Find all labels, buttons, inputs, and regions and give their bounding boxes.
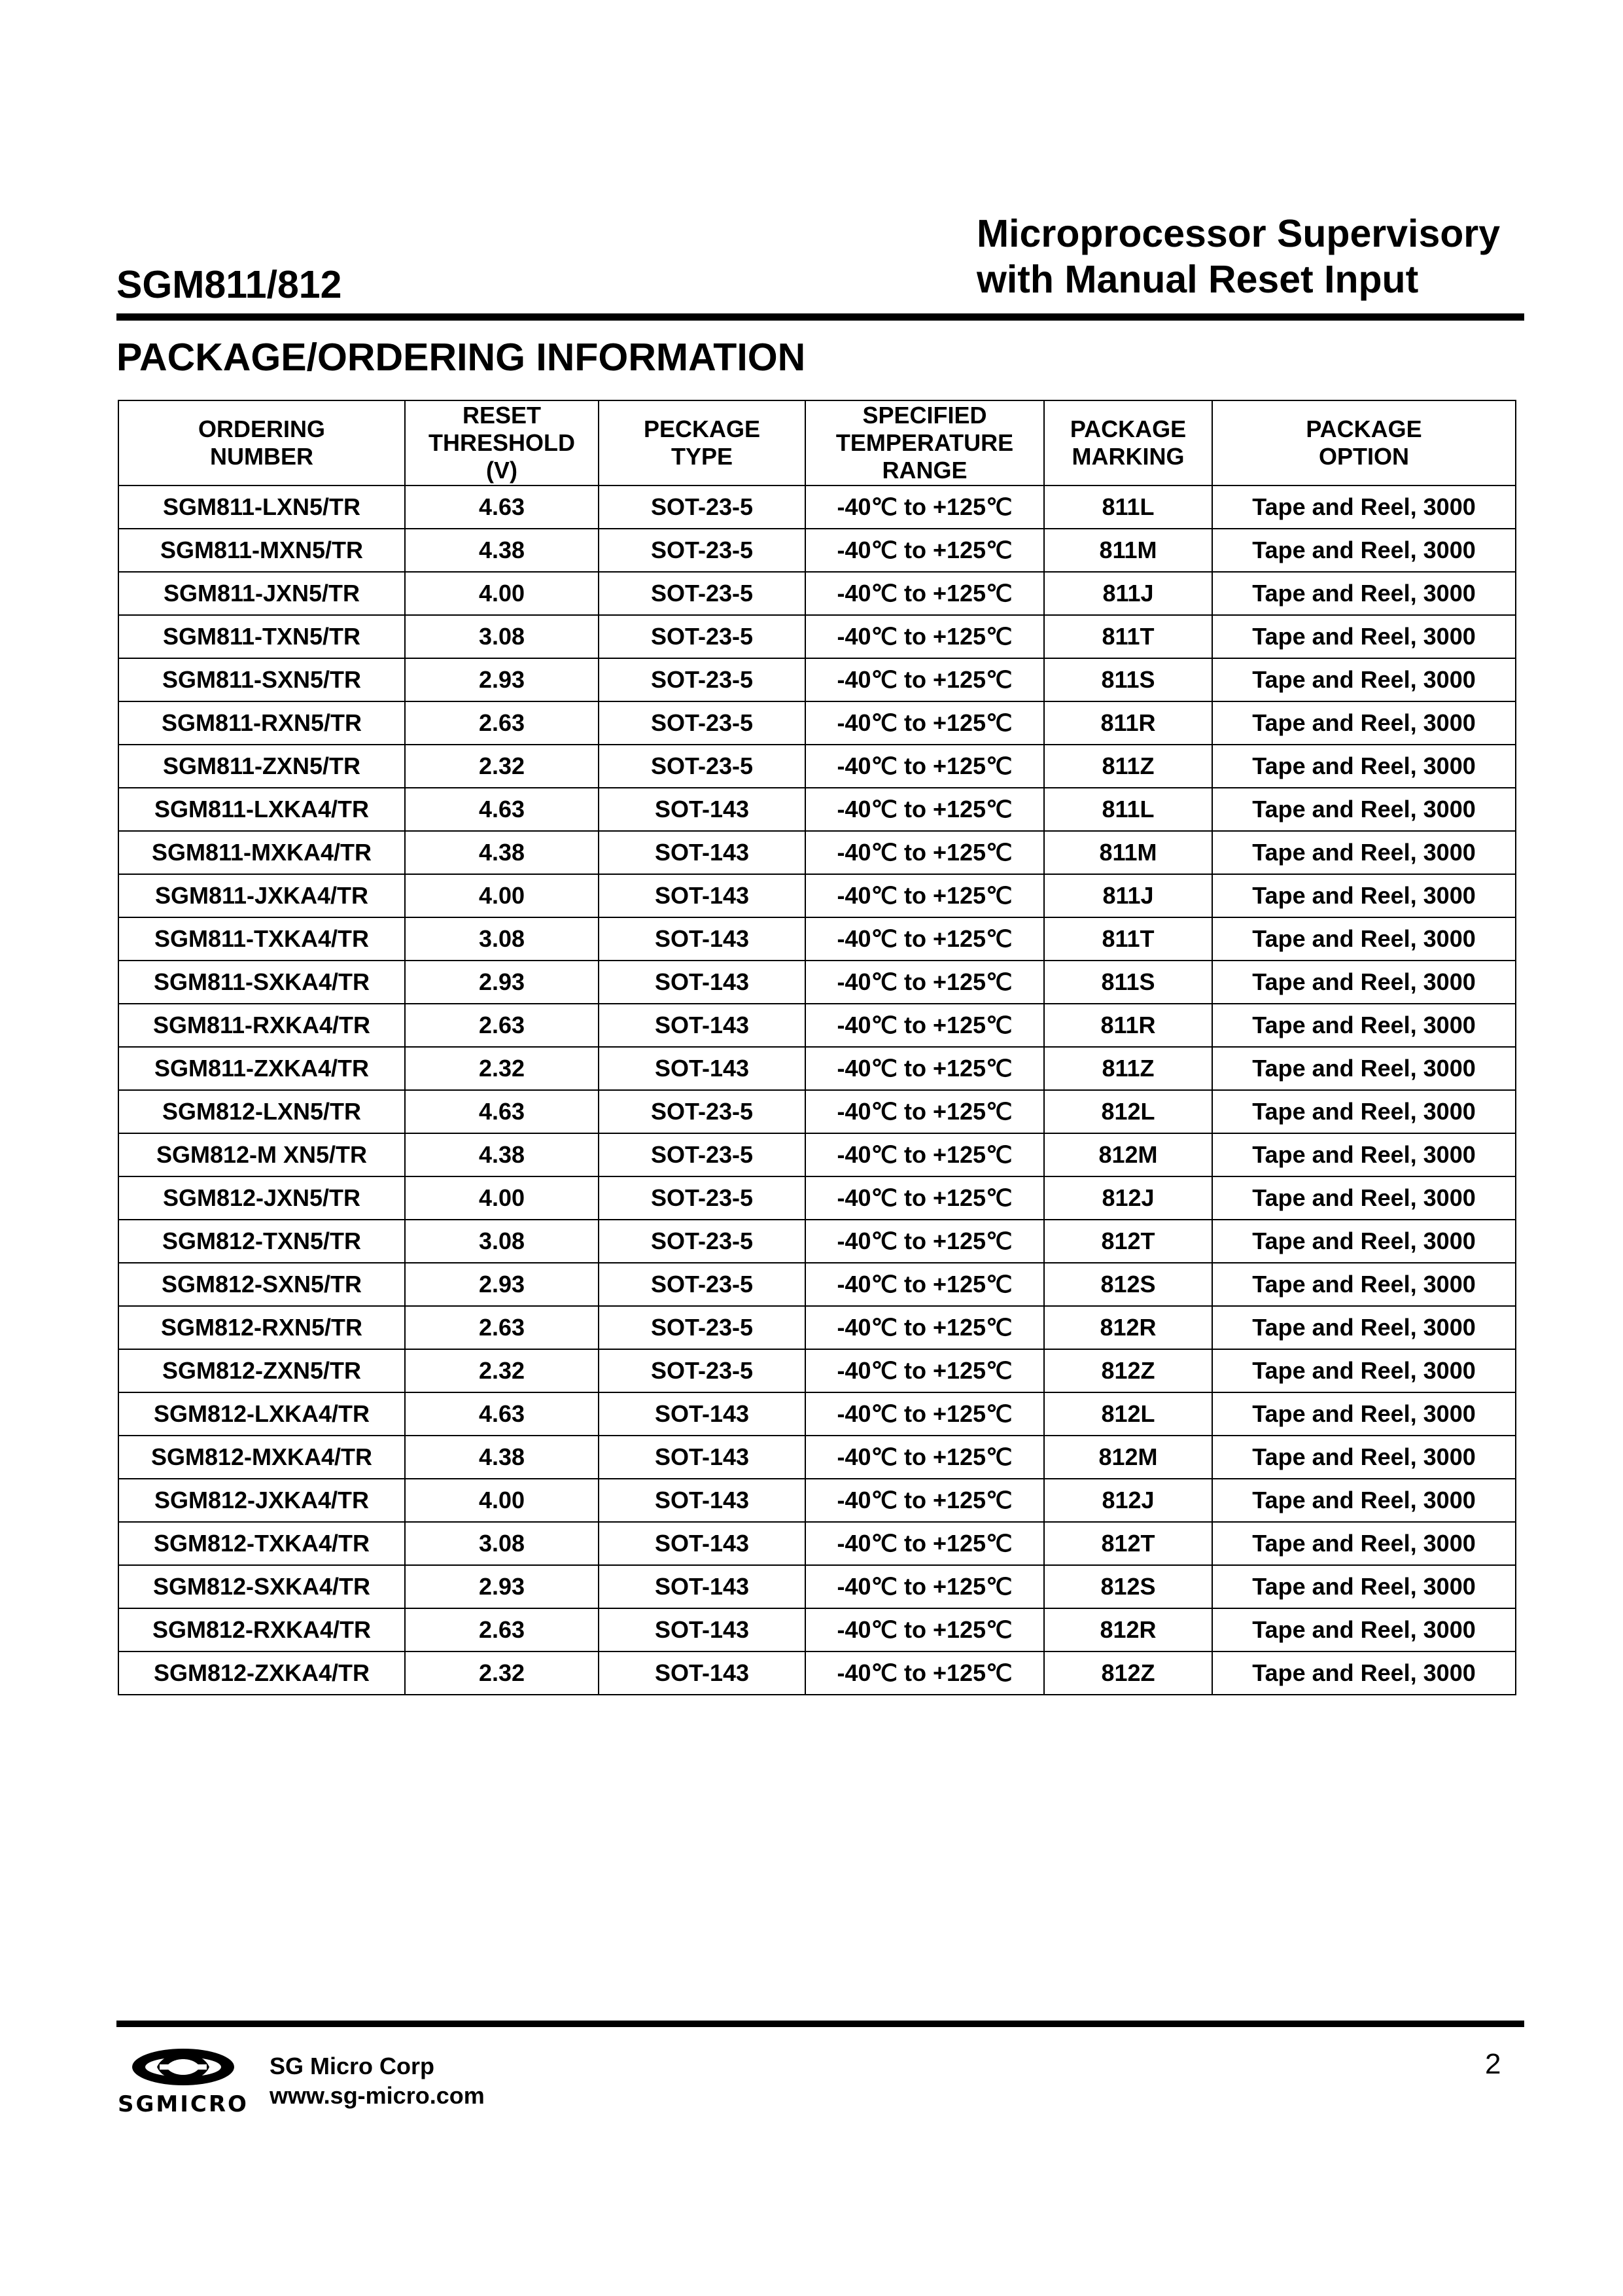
column-header-line: RESET <box>462 402 542 429</box>
column-header-line: TEMPERATURE <box>835 429 1014 456</box>
column-header-line: THRESHOLD <box>428 429 575 456</box>
temperature-range-cell: -40℃ to +125℃ <box>805 1133 1044 1176</box>
temperature-range-cell: -40℃ to +125℃ <box>805 615 1044 658</box>
package-marking-cell: 811Z <box>1044 745 1212 788</box>
reset-threshold-cell: 4.63 <box>405 1090 599 1133</box>
ordering-number-cell: SGM812-SXN5/TR <box>118 1263 405 1306</box>
ordering-number-cell: SGM811-SXN5/TR <box>118 658 405 701</box>
table-row <box>118 917 1516 961</box>
reset-threshold-cell: 2.63 <box>405 701 599 745</box>
table-row <box>118 1565 1516 1608</box>
column-header-package-marking <box>1044 400 1212 486</box>
package-option-cell: Tape and Reel, 3000 <box>1212 1608 1516 1651</box>
ordering-number-cell: SGM812-ZXKA4/TR <box>118 1651 405 1695</box>
reset-threshold-cell: 4.00 <box>405 1176 599 1220</box>
column-header-line: TYPE <box>671 443 733 470</box>
temperature-range-cell: -40℃ to +125℃ <box>805 1090 1044 1133</box>
temperature-range-cell: -40℃ to +125℃ <box>805 1004 1044 1047</box>
package-type-cell: SOT-23-5 <box>599 1176 805 1220</box>
package-option-cell: Tape and Reel, 3000 <box>1212 874 1516 917</box>
package-type-cell: SOT-143 <box>599 917 805 961</box>
package-marking-cell: 811M <box>1044 529 1212 572</box>
package-marking-cell: 811J <box>1044 572 1212 615</box>
package-option-cell: Tape and Reel, 3000 <box>1212 831 1516 874</box>
temperature-range-cell: -40℃ to +125℃ <box>805 1176 1044 1220</box>
temperature-range-cell: -40℃ to +125℃ <box>805 1479 1044 1522</box>
reset-threshold-cell: 2.63 <box>405 1608 599 1651</box>
column-header-line: NUMBER <box>210 443 313 470</box>
reset-threshold-cell: 3.08 <box>405 1220 599 1263</box>
column-header-line: MARKING <box>1072 443 1185 470</box>
package-option-cell: Tape and Reel, 3000 <box>1212 788 1516 831</box>
package-type-cell: SOT-23-5 <box>599 486 805 529</box>
table-row <box>118 788 1516 831</box>
package-type-cell: SOT-23-5 <box>599 658 805 701</box>
package-type-cell: SOT-23-5 <box>599 1306 805 1349</box>
table-row <box>118 1004 1516 1047</box>
package-type-cell: SOT-23-5 <box>599 615 805 658</box>
package-marking-cell: 812S <box>1044 1263 1212 1306</box>
temperature-range-cell: -40℃ to +125℃ <box>805 1522 1044 1565</box>
package-type-cell: SOT-143 <box>599 1436 805 1479</box>
package-marking-cell: 812T <box>1044 1522 1212 1565</box>
column-header-line: RANGE <box>882 457 968 484</box>
temperature-range-cell: -40℃ to +125℃ <box>805 658 1044 701</box>
temperature-range-cell: -40℃ to +125℃ <box>805 486 1044 529</box>
package-marking-cell: 812Z <box>1044 1349 1212 1392</box>
ordering-number-cell: SGM811-MXKA4/TR <box>118 831 405 874</box>
ordering-number-cell: SGM812-RXKA4/TR <box>118 1608 405 1651</box>
package-option-cell: Tape and Reel, 3000 <box>1212 529 1516 572</box>
reset-threshold-cell: 2.32 <box>405 1651 599 1695</box>
temperature-range-cell: -40℃ to +125℃ <box>805 1047 1044 1090</box>
table-row <box>118 1306 1516 1349</box>
table-header-row <box>118 400 1516 486</box>
temperature-range-cell: -40℃ to +125℃ <box>805 1306 1044 1349</box>
temperature-range-cell: -40℃ to +125℃ <box>805 961 1044 1004</box>
reset-threshold-cell: 4.63 <box>405 788 599 831</box>
company-website[interactable]: www.sg-micro.com <box>270 2082 485 2109</box>
temperature-range-cell: -40℃ to +125℃ <box>805 1651 1044 1695</box>
part-number: SGM811/812 <box>116 263 342 306</box>
reset-threshold-cell: 4.00 <box>405 874 599 917</box>
ordering-number-cell: SGM812-ZXN5/TR <box>118 1349 405 1392</box>
package-option-cell: Tape and Reel, 3000 <box>1212 917 1516 961</box>
package-option-cell: Tape and Reel, 3000 <box>1212 745 1516 788</box>
package-marking-cell: 811Z <box>1044 1047 1212 1090</box>
package-marking-cell: 812M <box>1044 1133 1212 1176</box>
ordering-number-cell: SGM811-LXKA4/TR <box>118 788 405 831</box>
table-body <box>118 486 1516 1695</box>
reset-threshold-cell: 2.93 <box>405 1263 599 1306</box>
package-option-cell: Tape and Reel, 3000 <box>1212 1263 1516 1306</box>
table-row <box>118 1263 1516 1306</box>
company-info <box>270 2051 485 2110</box>
package-type-cell: SOT-143 <box>599 831 805 874</box>
reset-threshold-cell: 4.38 <box>405 1436 599 1479</box>
package-marking-cell: 812L <box>1044 1392 1212 1436</box>
package-type-cell: SOT-143 <box>599 874 805 917</box>
package-marking-cell: 812R <box>1044 1306 1212 1349</box>
table-row <box>118 701 1516 745</box>
table-row <box>118 1176 1516 1220</box>
ordering-number-cell: SGM811-RXKA4/TR <box>118 1004 405 1047</box>
column-header-temperature-range <box>805 400 1044 486</box>
package-option-cell: Tape and Reel, 3000 <box>1212 1479 1516 1522</box>
reset-threshold-cell: 2.63 <box>405 1004 599 1047</box>
package-option-cell: Tape and Reel, 3000 <box>1212 615 1516 658</box>
table-row <box>118 1522 1516 1565</box>
table-row <box>118 486 1516 529</box>
sgmicro-logo <box>118 2045 249 2117</box>
column-header-ordering-number <box>118 400 405 486</box>
temperature-range-cell: -40℃ to +125℃ <box>805 529 1044 572</box>
package-marking-cell: 811M <box>1044 831 1212 874</box>
reset-threshold-cell: 2.93 <box>405 1565 599 1608</box>
package-type-cell: SOT-143 <box>599 1565 805 1608</box>
package-type-cell: SOT-23-5 <box>599 1220 805 1263</box>
package-option-cell: Tape and Reel, 3000 <box>1212 1133 1516 1176</box>
table-row <box>118 1436 1516 1479</box>
ordering-number-cell: SGM811-MXN5/TR <box>118 529 405 572</box>
package-marking-cell: 812S <box>1044 1565 1212 1608</box>
package-marking-cell: 811L <box>1044 788 1212 831</box>
page-number: 2 <box>1485 2048 1501 2080</box>
ordering-number-cell: SGM812-LXN5/TR <box>118 1090 405 1133</box>
ordering-number-cell: SGM812-JXN5/TR <box>118 1176 405 1220</box>
ordering-number-cell: SGM811-SXKA4/TR <box>118 961 405 1004</box>
package-option-cell: Tape and Reel, 3000 <box>1212 701 1516 745</box>
table-row <box>118 1349 1516 1392</box>
package-option-cell: Tape and Reel, 3000 <box>1212 1220 1516 1263</box>
reset-threshold-cell: 4.38 <box>405 831 599 874</box>
package-type-cell: SOT-23-5 <box>599 701 805 745</box>
reset-threshold-cell: 4.38 <box>405 1133 599 1176</box>
ordering-number-cell: SGM812-JXKA4/TR <box>118 1479 405 1522</box>
package-type-cell: SOT-143 <box>599 1004 805 1047</box>
package-type-cell: SOT-23-5 <box>599 1133 805 1176</box>
ordering-number-cell: SGM812-MXKA4/TR <box>118 1436 405 1479</box>
reset-threshold-cell: 4.63 <box>405 1392 599 1436</box>
temperature-range-cell: -40℃ to +125℃ <box>805 1220 1044 1263</box>
package-option-cell: Tape and Reel, 3000 <box>1212 658 1516 701</box>
document-title-line-2: with Manual Reset Input <box>977 258 1419 301</box>
sgmicro-logo-mark <box>132 2049 234 2085</box>
package-marking-cell: 812Z <box>1044 1651 1212 1695</box>
temperature-range-cell: -40℃ to +125℃ <box>805 701 1044 745</box>
temperature-range-cell: -40℃ to +125℃ <box>805 1608 1044 1651</box>
document-title <box>977 211 1500 302</box>
ordering-number-cell: SGM811-TXKA4/TR <box>118 917 405 961</box>
reset-threshold-cell: 4.00 <box>405 572 599 615</box>
package-marking-cell: 811S <box>1044 658 1212 701</box>
table-row <box>118 874 1516 917</box>
reset-threshold-cell: 3.08 <box>405 1522 599 1565</box>
package-option-cell: Tape and Reel, 3000 <box>1212 1047 1516 1090</box>
package-marking-cell: 811R <box>1044 701 1212 745</box>
table-row <box>118 1608 1516 1651</box>
column-header-line: PACKAGE <box>1070 415 1187 442</box>
table-row <box>118 1090 1516 1133</box>
package-marking-cell: 812L <box>1044 1090 1212 1133</box>
package-marking-cell: 811S <box>1044 961 1212 1004</box>
package-option-cell: Tape and Reel, 3000 <box>1212 1176 1516 1220</box>
temperature-range-cell: -40℃ to +125℃ <box>805 572 1044 615</box>
ordering-number-cell: SGM812-LXKA4/TR <box>118 1392 405 1436</box>
package-type-cell: SOT-143 <box>599 961 805 1004</box>
package-type-cell: SOT-143 <box>599 1522 805 1565</box>
package-marking-cell: 811T <box>1044 917 1212 961</box>
package-option-cell: Tape and Reel, 3000 <box>1212 1436 1516 1479</box>
table-row <box>118 961 1516 1004</box>
header-rule <box>116 313 1524 321</box>
ordering-number-cell: SGM811-ZXKA4/TR <box>118 1047 405 1090</box>
reset-threshold-cell: 4.63 <box>405 486 599 529</box>
temperature-range-cell: -40℃ to +125℃ <box>805 1436 1044 1479</box>
package-option-cell: Tape and Reel, 3000 <box>1212 1349 1516 1392</box>
footer-rule <box>116 2021 1524 2027</box>
table-row <box>118 1133 1516 1176</box>
package-type-cell: SOT-23-5 <box>599 572 805 615</box>
reset-threshold-cell: 4.00 <box>405 1479 599 1522</box>
package-type-cell: SOT-143 <box>599 1479 805 1522</box>
package-option-cell: Tape and Reel, 3000 <box>1212 1565 1516 1608</box>
temperature-range-cell: -40℃ to +125℃ <box>805 1565 1044 1608</box>
table-row <box>118 572 1516 615</box>
package-marking-cell: 811T <box>1044 615 1212 658</box>
package-option-cell: Tape and Reel, 3000 <box>1212 1090 1516 1133</box>
company-name: SG Micro Corp <box>270 2053 435 2079</box>
package-type-cell: SOT-23-5 <box>599 1263 805 1306</box>
reset-threshold-cell: 2.93 <box>405 658 599 701</box>
package-type-cell: SOT-23-5 <box>599 1090 805 1133</box>
document-title-line-1: Microprocessor Supervisory <box>977 212 1501 255</box>
reset-threshold-cell: 2.32 <box>405 1047 599 1090</box>
ordering-table <box>118 400 1516 1695</box>
table-row <box>118 1392 1516 1436</box>
table-row <box>118 1220 1516 1263</box>
column-header-line: OPTION <box>1318 443 1409 470</box>
package-option-cell: Tape and Reel, 3000 <box>1212 1306 1516 1349</box>
column-header-line: PECKAGE <box>643 415 761 442</box>
temperature-range-cell: -40℃ to +125℃ <box>805 1263 1044 1306</box>
package-option-cell: Tape and Reel, 3000 <box>1212 572 1516 615</box>
reset-threshold-cell: 3.08 <box>405 917 599 961</box>
reset-threshold-cell: 2.63 <box>405 1306 599 1349</box>
package-type-cell: SOT-143 <box>599 1047 805 1090</box>
package-marking-cell: 811R <box>1044 1004 1212 1047</box>
column-header-line: SPECIFIED <box>862 402 987 429</box>
package-type-cell: SOT-143 <box>599 788 805 831</box>
ordering-number-cell: SGM811-LXN5/TR <box>118 486 405 529</box>
ordering-number-cell: SGM811-ZXN5/TR <box>118 745 405 788</box>
package-option-cell: Tape and Reel, 3000 <box>1212 1004 1516 1047</box>
ordering-number-cell: SGM812-TXKA4/TR <box>118 1522 405 1565</box>
ordering-number-cell: SGM811-RXN5/TR <box>118 701 405 745</box>
column-header-package-type <box>599 400 805 486</box>
reset-threshold-cell: 2.32 <box>405 1349 599 1392</box>
logo-text: SGMICRO <box>118 2091 249 2117</box>
ordering-number-cell: SGM811-TXN5/TR <box>118 615 405 658</box>
reset-threshold-cell: 2.32 <box>405 745 599 788</box>
ordering-number-cell: SGM812-RXN5/TR <box>118 1306 405 1349</box>
table-row <box>118 1479 1516 1522</box>
column-header-line: (V) <box>486 457 517 484</box>
package-type-cell: SOT-23-5 <box>599 745 805 788</box>
ordering-number-cell: SGM811-JXN5/TR <box>118 572 405 615</box>
ordering-number-cell: SGM811-JXKA4/TR <box>118 874 405 917</box>
table-row <box>118 658 1516 701</box>
temperature-range-cell: -40℃ to +125℃ <box>805 874 1044 917</box>
table-row <box>118 1651 1516 1695</box>
table-row <box>118 745 1516 788</box>
package-option-cell: Tape and Reel, 3000 <box>1212 961 1516 1004</box>
package-option-cell: Tape and Reel, 3000 <box>1212 1651 1516 1695</box>
package-marking-cell: 811J <box>1044 874 1212 917</box>
ordering-number-cell: SGM812-SXKA4/TR <box>118 1565 405 1608</box>
package-type-cell: SOT-143 <box>599 1392 805 1436</box>
column-header-package-option <box>1212 400 1516 486</box>
package-marking-cell: 812T <box>1044 1220 1212 1263</box>
column-header-line: ORDERING <box>198 415 325 442</box>
package-marking-cell: 812M <box>1044 1436 1212 1479</box>
ordering-number-cell: SGM812-M XN5/TR <box>118 1133 405 1176</box>
package-option-cell: Tape and Reel, 3000 <box>1212 1392 1516 1436</box>
reset-threshold-cell: 3.08 <box>405 615 599 658</box>
package-type-cell: SOT-143 <box>599 1608 805 1651</box>
package-option-cell: Tape and Reel, 3000 <box>1212 1522 1516 1565</box>
column-header-reset-threshold <box>405 400 599 486</box>
package-marking-cell: 811L <box>1044 486 1212 529</box>
package-type-cell: SOT-143 <box>599 1651 805 1695</box>
package-type-cell: SOT-23-5 <box>599 1349 805 1392</box>
table-row <box>118 1047 1516 1090</box>
temperature-range-cell: -40℃ to +125℃ <box>805 1392 1044 1436</box>
table-row <box>118 615 1516 658</box>
package-type-cell: SOT-23-5 <box>599 529 805 572</box>
temperature-range-cell: -40℃ to +125℃ <box>805 745 1044 788</box>
temperature-range-cell: -40℃ to +125℃ <box>805 788 1044 831</box>
ordering-number-cell: SGM812-TXN5/TR <box>118 1220 405 1263</box>
temperature-range-cell: -40℃ to +125℃ <box>805 1349 1044 1392</box>
temperature-range-cell: -40℃ to +125℃ <box>805 831 1044 874</box>
package-marking-cell: 812R <box>1044 1608 1212 1651</box>
reset-threshold-cell: 2.93 <box>405 961 599 1004</box>
reset-threshold-cell: 4.38 <box>405 529 599 572</box>
package-marking-cell: 812J <box>1044 1479 1212 1522</box>
table-row <box>118 529 1516 572</box>
package-marking-cell: 812J <box>1044 1176 1212 1220</box>
temperature-range-cell: -40℃ to +125℃ <box>805 917 1044 961</box>
package-option-cell: Tape and Reel, 3000 <box>1212 486 1516 529</box>
table-row <box>118 831 1516 874</box>
section-title: PACKAGE/ORDERING INFORMATION <box>116 336 806 379</box>
column-header-line: PACKAGE <box>1306 415 1422 442</box>
